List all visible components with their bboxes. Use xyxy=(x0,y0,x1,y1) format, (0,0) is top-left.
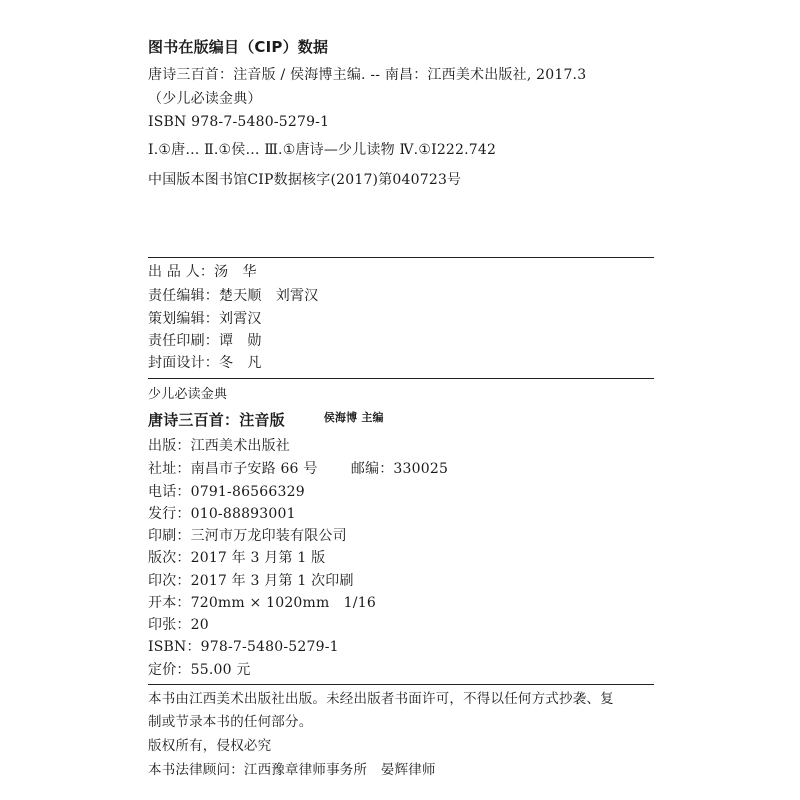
detail-distribution: 发行：010-88893001 xyxy=(148,506,296,522)
detail-isbn: ISBN：978-7-5480-5279-1 xyxy=(148,639,339,655)
divider xyxy=(148,378,654,379)
cip-classification: Ⅰ.①唐… Ⅱ.①侯… Ⅲ.①唐诗—少儿读物 Ⅳ.①I222.742 xyxy=(148,142,497,158)
cip-series: （少儿必读金典） xyxy=(148,91,262,107)
book-title-text: 唐诗三百首：注音版 xyxy=(148,411,285,429)
staff-planning-editor: 策划编辑：刘霄汉 xyxy=(148,311,262,327)
detail-phone: 电话：0791-86566329 xyxy=(148,484,305,500)
book-title xyxy=(148,411,384,431)
postcode: 邮编：330025 xyxy=(350,461,449,477)
detail-sheets: 印张：20 xyxy=(148,617,209,633)
cip-isbn: ISBN 978-7-5480-5279-1 xyxy=(148,114,330,130)
address-text: 社址：南昌市子安路 66 号 xyxy=(148,461,318,477)
staff-print-manager: 责任印刷：谭 勋 xyxy=(148,333,262,349)
cip-entry: 唐诗三百首：注音版 / 侯海博主编. -- 南昌：江西美术出版社, 2017.3 xyxy=(148,67,587,83)
divider xyxy=(148,257,654,258)
notice-line: 制或节录本书的任何部分。 xyxy=(148,714,313,730)
cip-heading: 图书在版编目（CIP）数据 xyxy=(148,38,329,56)
series-name: 少儿必读金典 xyxy=(148,387,228,402)
book-editor: 侯海博 主编 xyxy=(323,411,384,424)
divider xyxy=(148,684,654,685)
rights-reserved: 版权所有，侵权必究 xyxy=(148,738,272,754)
detail-address xyxy=(148,460,448,478)
staff-responsible-editor: 责任编辑：楚天顺 刘霄汉 xyxy=(148,288,319,304)
staff-producer: 出 品 人：汤 华 xyxy=(148,264,257,280)
detail-printer: 印刷：三河市万龙印装有限公司 xyxy=(148,528,347,544)
detail-publisher: 出版：江西美术出版社 xyxy=(148,438,290,454)
cip-approval-number: 中国版本图书馆CIP数据核字(2017)第040723号 xyxy=(148,172,462,188)
notice-line: 本书由江西美术出版社出版。未经出版者书面许可，不得以任何方式抄袭、复 xyxy=(148,691,614,707)
detail-edition: 版次：2017 年 3 月第 1 版 xyxy=(148,550,326,566)
detail-format: 开本：720mm × 1020mm 1/16 xyxy=(148,595,376,611)
legal-counsel: 本书法律顾问：江西豫章律师事务所 晏辉律师 xyxy=(148,762,436,778)
staff-cover-designer: 封面设计：冬 凡 xyxy=(148,355,262,371)
detail-price: 定价：55.00 元 xyxy=(148,662,251,678)
detail-printing: 印次：2017 年 3 月第 1 次印刷 xyxy=(148,573,354,589)
